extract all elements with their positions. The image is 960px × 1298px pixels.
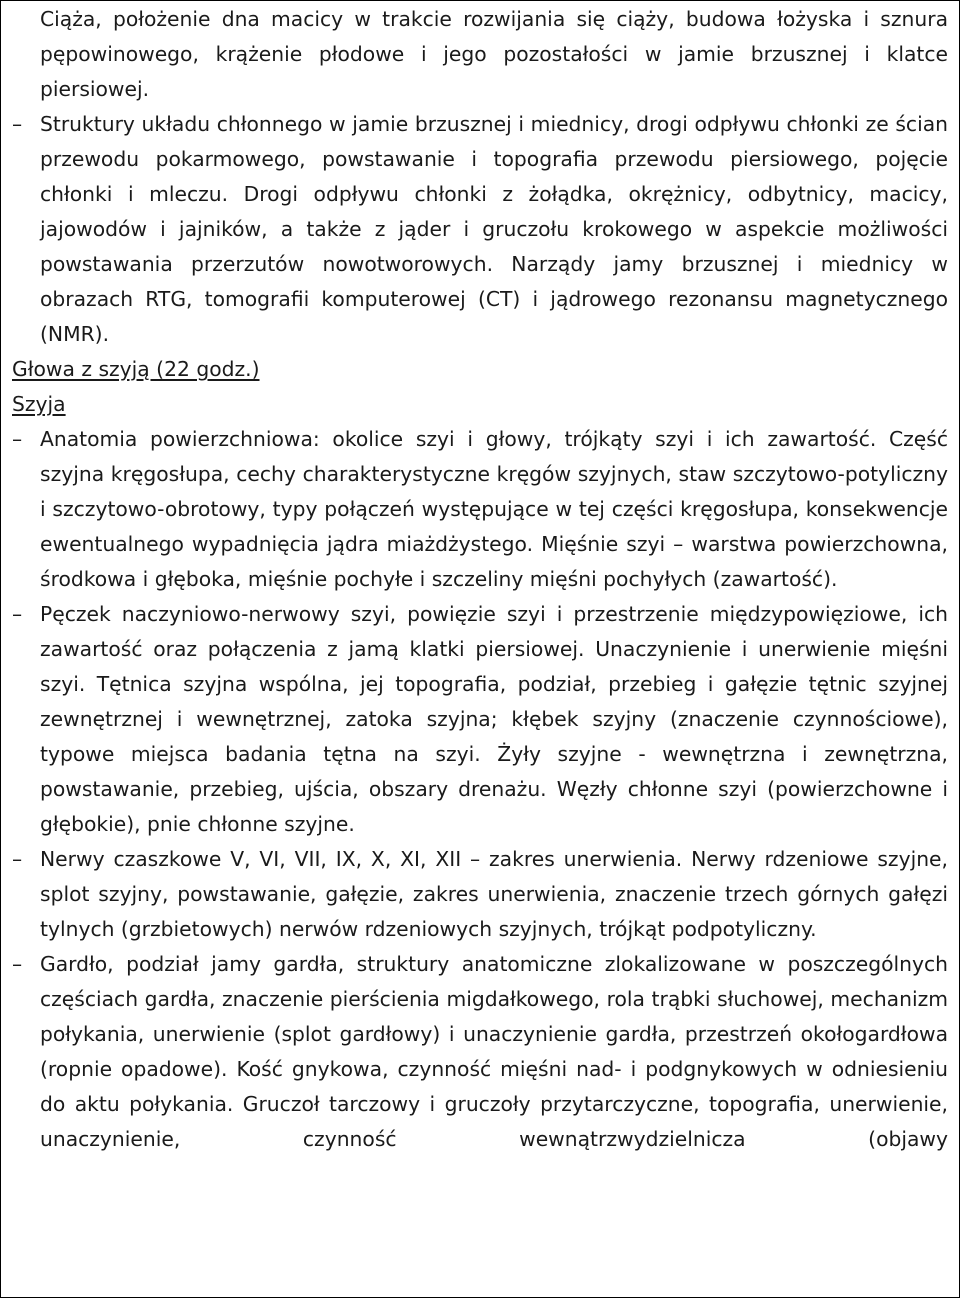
list-item-text: Nerwy czaszkowe V, VI, VII, IX, X, XI, XII – zakres unerwienia. Nerwy rdzeniowe szyjne, splot szyjny, powstawanie, gałęzie, zakres unerwienia, znaczenie trzech górnych gałęzi tylnych (grzbietowych) nerwów rdzeniowych szyjnych, trójkąt podpotyliczny. <box>40 847 948 941</box>
list-item-text: Pęczek naczyniowo-nerwowy szyi, powięzie szyi i przestrzenie międzypowięziowe, ich zawartość oraz połączenia z jamą klatki piersiowej. Unaczynienie i unerwienie mięśni szyi. Tętnica szyjna wspólna, jej topografia, podział, przebieg i gałęzie tętnic szyjnej zewnętrznej i wewnętrznej, zatoka szyjna; kłębek szyjny (znaczenie czynnościowe), typowe miejsca badania tętna na szyi. Żyły szyjne - wewnętrzna i zewnętrzna, powstawanie, przebieg, ujścia, obszary drenażu. Węzły chłonne szyi (powierzchowne i głębokie), pnie chłonne szyjne. <box>40 602 948 836</box>
dash-bullet-icon: – <box>12 952 23 976</box>
subsection-heading: Szyja <box>12 392 66 416</box>
list-item-pharynx <box>12 947 948 1157</box>
section-heading: Głowa z szyją (22 godz.) <box>12 357 260 381</box>
dash-bullet-icon: – <box>12 427 23 451</box>
list-item-text: Struktury układu chłonnego w jamie brzusznej i miednicy, drogi odpływu chłonki ze ścian przewodu pokarmowego, powstawanie i topografia przewodu piersiowego, pojęcie chłonki i mleczu. Drogi odpływu chłonki z żołądka, okrężnicy, odbytnicy, macicy, jajowodów i jajników, a także z jąder i gruczołu krokowego w aspekcie możliwości powstawania przerzutów nowotworowych. Narządy jamy brzusznej i miednicy w obrazach RTG, tomografii komputerowej (CT) i jądrowego rezonansu magnetycznego (NMR). <box>40 112 948 346</box>
list-item-text: Anatomia powierzchniowa: okolice szyi i głowy, trójkąty szyi i ich zawartość. Część szyjna kręgosłupa, cechy charakterystyczne kręgów szyjnych, staw szczytowo-potyliczny i szczytowo-obrotowy, typy połączeń występujące w tej części kręgosłupa, konsekwencje ewentualnego wypadnięcia jądra miażdżystego. Mięśnie szyi – warstwa powierzchowna, środkowa i głęboka, mięśnie pochyłe i szczeliny mięśni pochyłych (zawartość). <box>40 427 948 591</box>
intro-paragraph: Ciąża, położenie dna macicy w trakcie rozwijania się ciąży, budowa łożyska i sznura pępowinowego, krążenie płodowe i jego pozostałości w jamie brzusznej i klatce piersiowej. <box>40 7 948 101</box>
list-item-nerves <box>12 842 948 947</box>
list-item-text: Gardło, podział jamy gardła, struktury anatomiczne zlokalizowane w poszczególnych częściach gardła, znaczenie pierścienia migdałkowego, rola trąbki słuchowej, mechanizm połykania, unerwienie (splot gardłowy) i unaczynienie gardła, przestrzeń okołogardłowa (ropnie opadowe). Kość gnykowa, czynność mięśni nad- i podgnykowych w odniesieniu do aktu połykania. Gruczoł tarczowy i gruczoły przytarczyczne, topografia, unerwienie, unaczynienie, czynność wewnątrzwydzielnicza (objawy <box>40 952 948 1151</box>
dash-bullet-icon: – <box>12 602 23 626</box>
document-body <box>12 2 948 1157</box>
list-item-vessels <box>12 597 948 842</box>
list-item-anatomy <box>12 422 948 597</box>
dash-bullet-icon: – <box>12 847 23 871</box>
list-item-lymph <box>12 107 948 352</box>
dash-bullet-icon: – <box>12 112 23 136</box>
